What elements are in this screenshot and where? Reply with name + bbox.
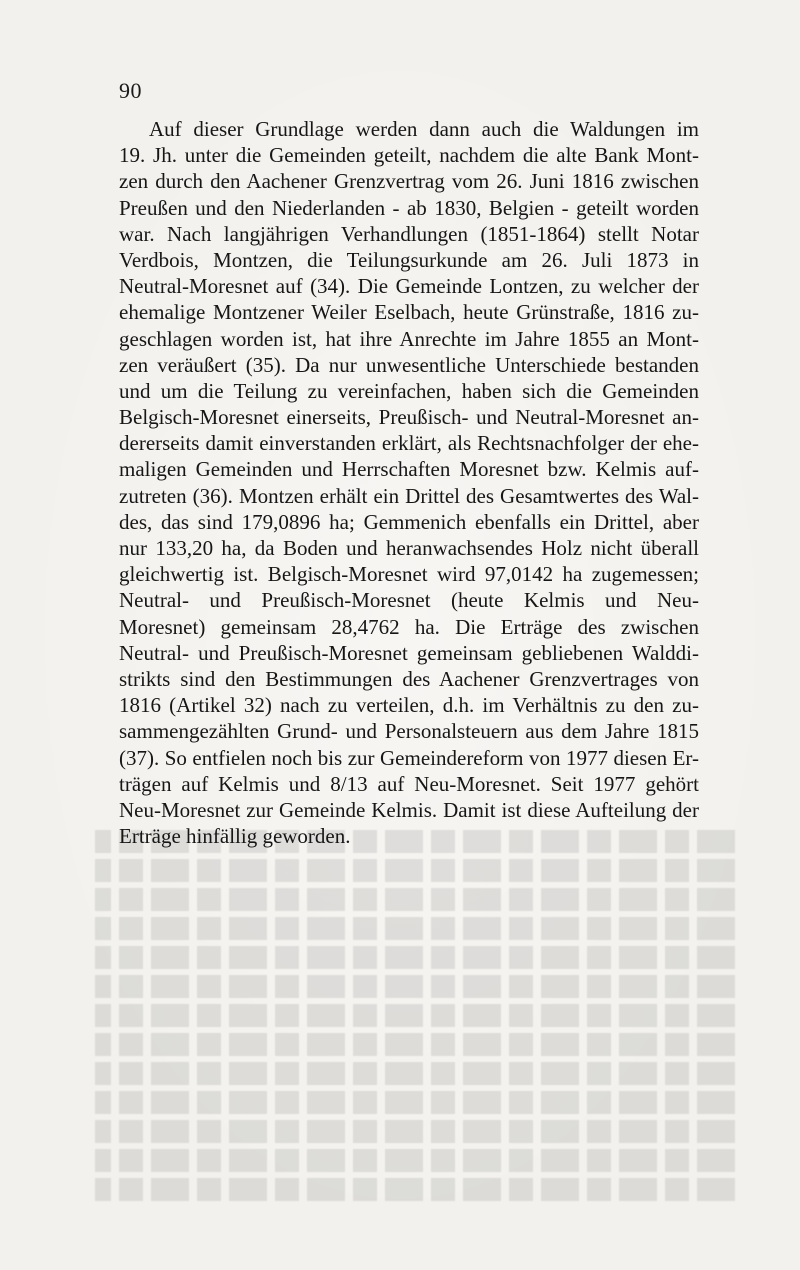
text-line: und um die Teilung zu vereinfachen, haben sich die Gemeinden bbox=[119, 378, 699, 403]
text-line: trägen auf Kelmis und 8/13 auf Neu-Moresnet. Seit 1977 gehört bbox=[119, 771, 699, 796]
text-line: Neutral- und Preußisch-Moresnet gemeinsam gebliebenen Walddi- bbox=[119, 640, 699, 665]
text-line: Verdbois, Montzen, die Teilungsurkunde am 26. Juli 1873 in bbox=[119, 247, 699, 272]
text-line: Neutral- und Preußisch-Moresnet (heute Kelmis und Neu- bbox=[119, 588, 699, 613]
text-line: (37). So entfielen noch bis zur Gemeindereform von 1977 diesen Er- bbox=[119, 745, 699, 770]
text-line: des, das sind 179,0896 ha; Gemmenich ebenfalls ein Drittel, aber bbox=[119, 509, 699, 534]
text-line: zen durch den Aachener Grenzvertrag vom 26. Juni 1816 zwischen bbox=[119, 169, 699, 194]
text-line: geschlagen worden ist, hat ihre Anrechte im Jahre 1855 an Mont- bbox=[119, 326, 699, 351]
text-line: sammengezählten Grund- und Personalsteuern aus dem Jahre 1815 bbox=[119, 719, 699, 744]
text-line: Preußen und den Niederlanden - ab 1830, Belgien - geteilt worden bbox=[119, 195, 699, 220]
page-number: 90 bbox=[119, 78, 142, 103]
text-line: Erträge hinfällig geworden. bbox=[119, 824, 351, 849]
reverse-side-bleed-through bbox=[95, 830, 735, 1210]
text-line: Neutral-Moresnet auf (34). Die Gemeinde Lontzen, zu welcher der bbox=[119, 274, 699, 299]
text-line: Auf dieser Grundlage werden dann auch die Waldungen im bbox=[149, 117, 699, 141]
text-line: Belgisch-Moresnet einerseits, Preußisch- und Neutral-Moresnet an- bbox=[119, 405, 699, 430]
text-line: 19. Jh. unter die Gemeinden geteilt, nachdem die alte Bank Mont- bbox=[119, 143, 699, 168]
text-line: war. Nach langjährigen Verhandlungen (1851-1864) stellt Notar bbox=[119, 221, 699, 246]
text-line: dererseits damit einverstanden erklärt, als Rechtsnachfolger der ehe- bbox=[119, 431, 699, 456]
text-line: ehemalige Montzener Weiler Eselbach, heute Grünstraße, 1816 zu- bbox=[119, 300, 699, 325]
body-paragraph bbox=[119, 116, 699, 849]
text-line: Moresnet) gemeinsam 28,4762 ha. Die Erträge des zwischen bbox=[119, 614, 699, 639]
text-line: maligen Gemeinden und Herrschaften Moresnet bzw. Kelmis auf- bbox=[119, 457, 699, 482]
text-line: 1816 (Artikel 32) nach zu verteilen, d.h. im Verhältnis zu den zu- bbox=[119, 693, 699, 718]
text-line: zen veräußert (35). Da nur unwesentliche Unterschiede bestanden bbox=[119, 352, 699, 377]
text-line: Neu-Moresnet zur Gemeinde Kelmis. Damit ist diese Aufteilung der bbox=[119, 797, 699, 822]
text-line: nur 133,20 ha, da Boden und heranwachsendes Holz nicht überall bbox=[119, 536, 699, 560]
text-line: gleichwertig ist. Belgisch-Moresnet wird 97,0142 ha zugemessen; bbox=[119, 562, 699, 587]
text-line: strikts sind den Bestimmungen des Aachener Grenzvertrages von bbox=[119, 666, 699, 691]
text-line: zutreten (36). Montzen erhält ein Drittel des Gesamtwertes des Wal- bbox=[119, 483, 699, 508]
